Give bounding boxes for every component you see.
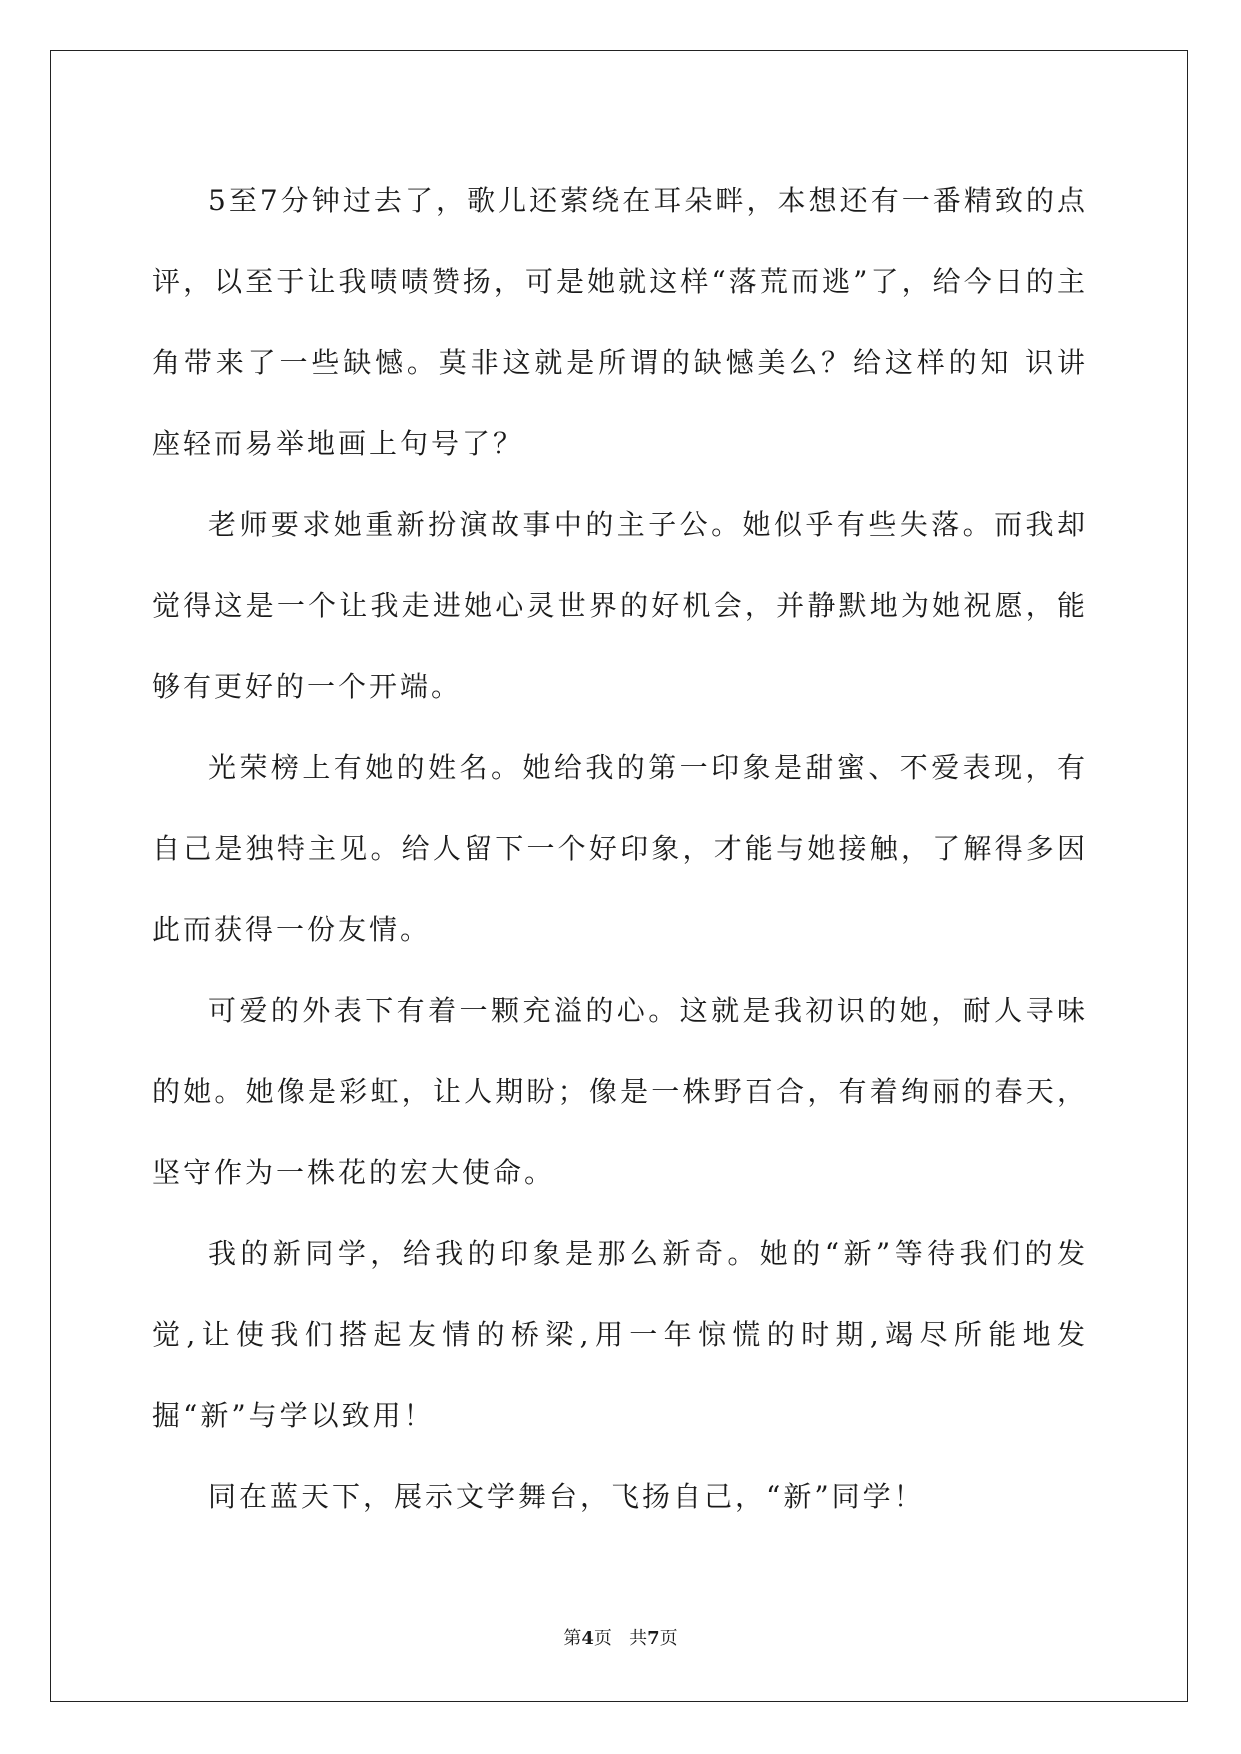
document-body xyxy=(152,160,1088,1537)
paragraph-2: 老师要求她重新扮演故事中的主子公。她似乎有些失落。而我却觉得这是一个让我走进她心灵世界的好机会，并静默地为她祝愿，能够有更好的一个开端。 xyxy=(152,508,1088,703)
paragraph-5: 我的新同学，给我的印象是那么新奇。她的“新”等待我们的发觉,让使我们搭起友情的桥梁,用一年惊慌的时期,竭尽所能地发掘“新”与学以致用！ xyxy=(152,1237,1088,1432)
page-number-current: 4 xyxy=(581,1628,594,1649)
page-number-total: 7 xyxy=(647,1628,660,1649)
page-number-prefix: 第 xyxy=(563,1628,582,1649)
page-total-suffix: 页 xyxy=(659,1628,678,1649)
page-number-suffix: 页 xyxy=(593,1628,612,1649)
paragraph-1: 5至7分钟过去了，歌儿还萦绕在耳朵畔，本想还有一番精致的点评，以至于让我啧啧赞扬，可是她就这样“落荒而逃”了，给今日的主角带来了一些缺憾。莫非这就是所谓的缺憾美么？给这样的知 识讲座轻而易举地画上句号了？ xyxy=(152,184,1088,460)
paragraph-4: 可爱的外表下有着一颗充溢的心。这就是我初识的她，耐人寻味的她。她像是彩虹，让人期盼；像是一株野百合，有着绚丽的春天，坚守作为一株花的宏大使命。 xyxy=(152,994,1088,1189)
page-footer xyxy=(0,1624,1241,1650)
paragraph-3: 光荣榜上有她的姓名。她给我的第一印象是甜蜜、不爱表现，有自己是独特主见。给人留下一个好印象，才能与她接触，了解得多因此而获得一份友情。 xyxy=(152,751,1088,946)
page-total-prefix: 共 xyxy=(629,1628,648,1649)
paragraph-6: 同在蓝天下，展示文学舞台，飞扬自己，“新”同学！ xyxy=(208,1480,925,1513)
